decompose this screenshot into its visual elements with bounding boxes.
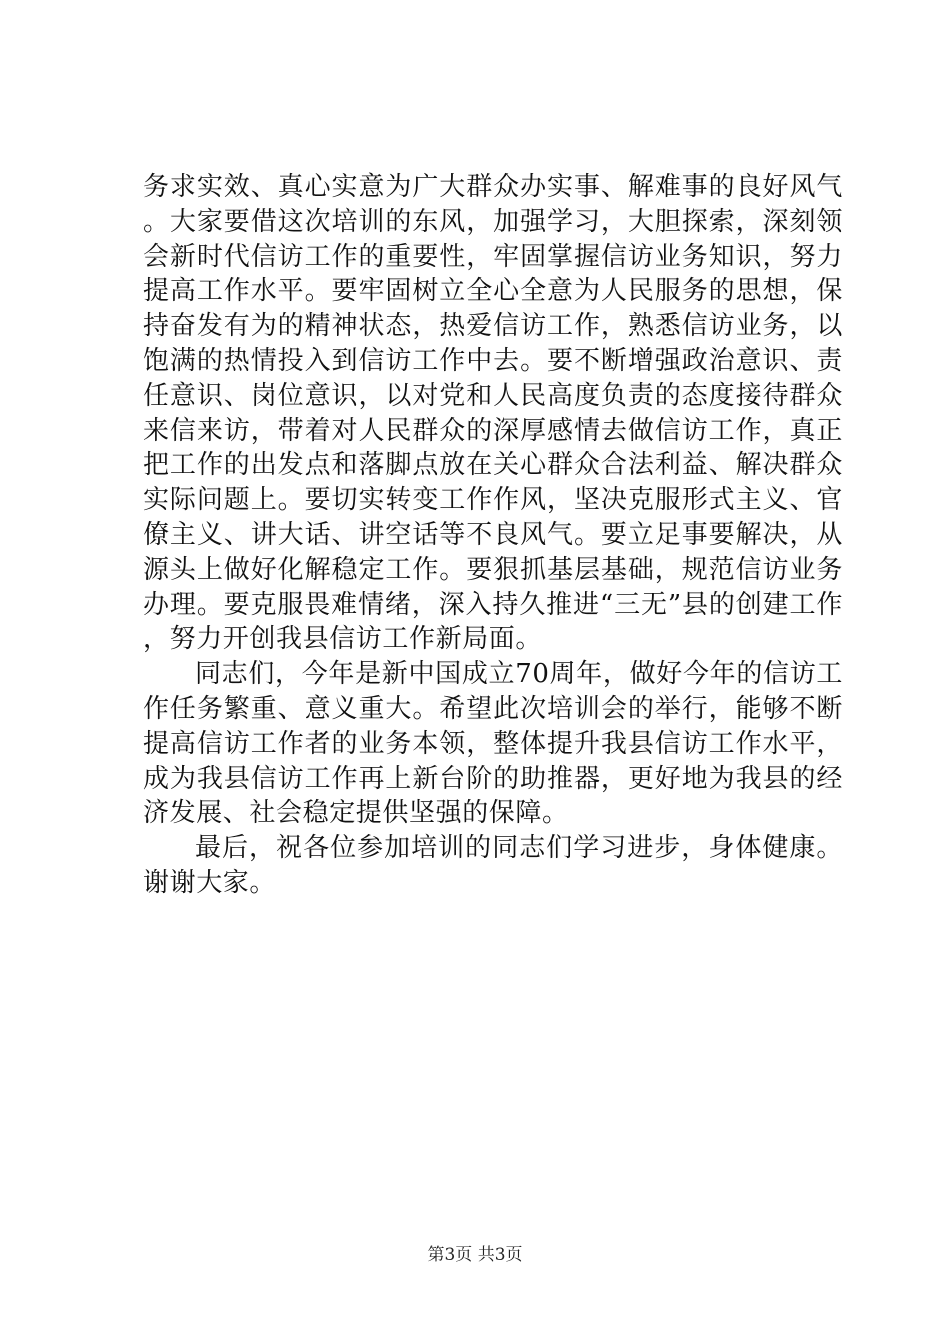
page-footer: 第3页 共3页 [427, 1245, 523, 1265]
document-body [143, 170, 843, 901]
paragraph-comrades: 同志们，今年是新中国成立70周年，做好今年的信访工作任务繁重、意义重大。希望此次培训会的举行，能够不断提高信访工作者的业务本领，整体提升我县信访工作水平，成为我县信访工作再上新台阶的助推器，更好地为我县的经济发展、社会稳定提供坚强的保障。 [143, 659, 843, 829]
paragraph-closing: 最后，祝各位参加培训的同志们学习进步，身体健康。谢谢大家。 [143, 833, 843, 898]
paragraph-continuation: 务求实效、真心实意为广大群众办实事、解难事的良好风气。大家要借这次培训的东风，加强学习，大胆探索，深刻领会新时代信访工作的重要性，牢固掌握信访业务知识，努力提高工作水平。要牢固树立全心全意为人民服务的思想，保持奋发有为的精神状态，热爱信访工作，熟悉信访业务，以饱满的热情投入到信访工作中去。要不断增强政治意识、责任意识、岗位意识，以对党和人民高度负责的态度接待群众来信来访，带着对人民群众的深厚感情去做信访工作，真正把工作的出发点和落脚点放在关心群众合法利益、解决群众实际问题上。要切实转变工作作风，坚决克服形式主义、官僚主义、讲大话、讲空话等不良风气。要立足事要解决，从源头上做好化解稳定工作。要狠抓基层基础，规范信访业务办理。要克服畏难情绪，深入持久推进“三无”县的创建工作，努力开创我县信访工作新局面。 [143, 172, 843, 655]
